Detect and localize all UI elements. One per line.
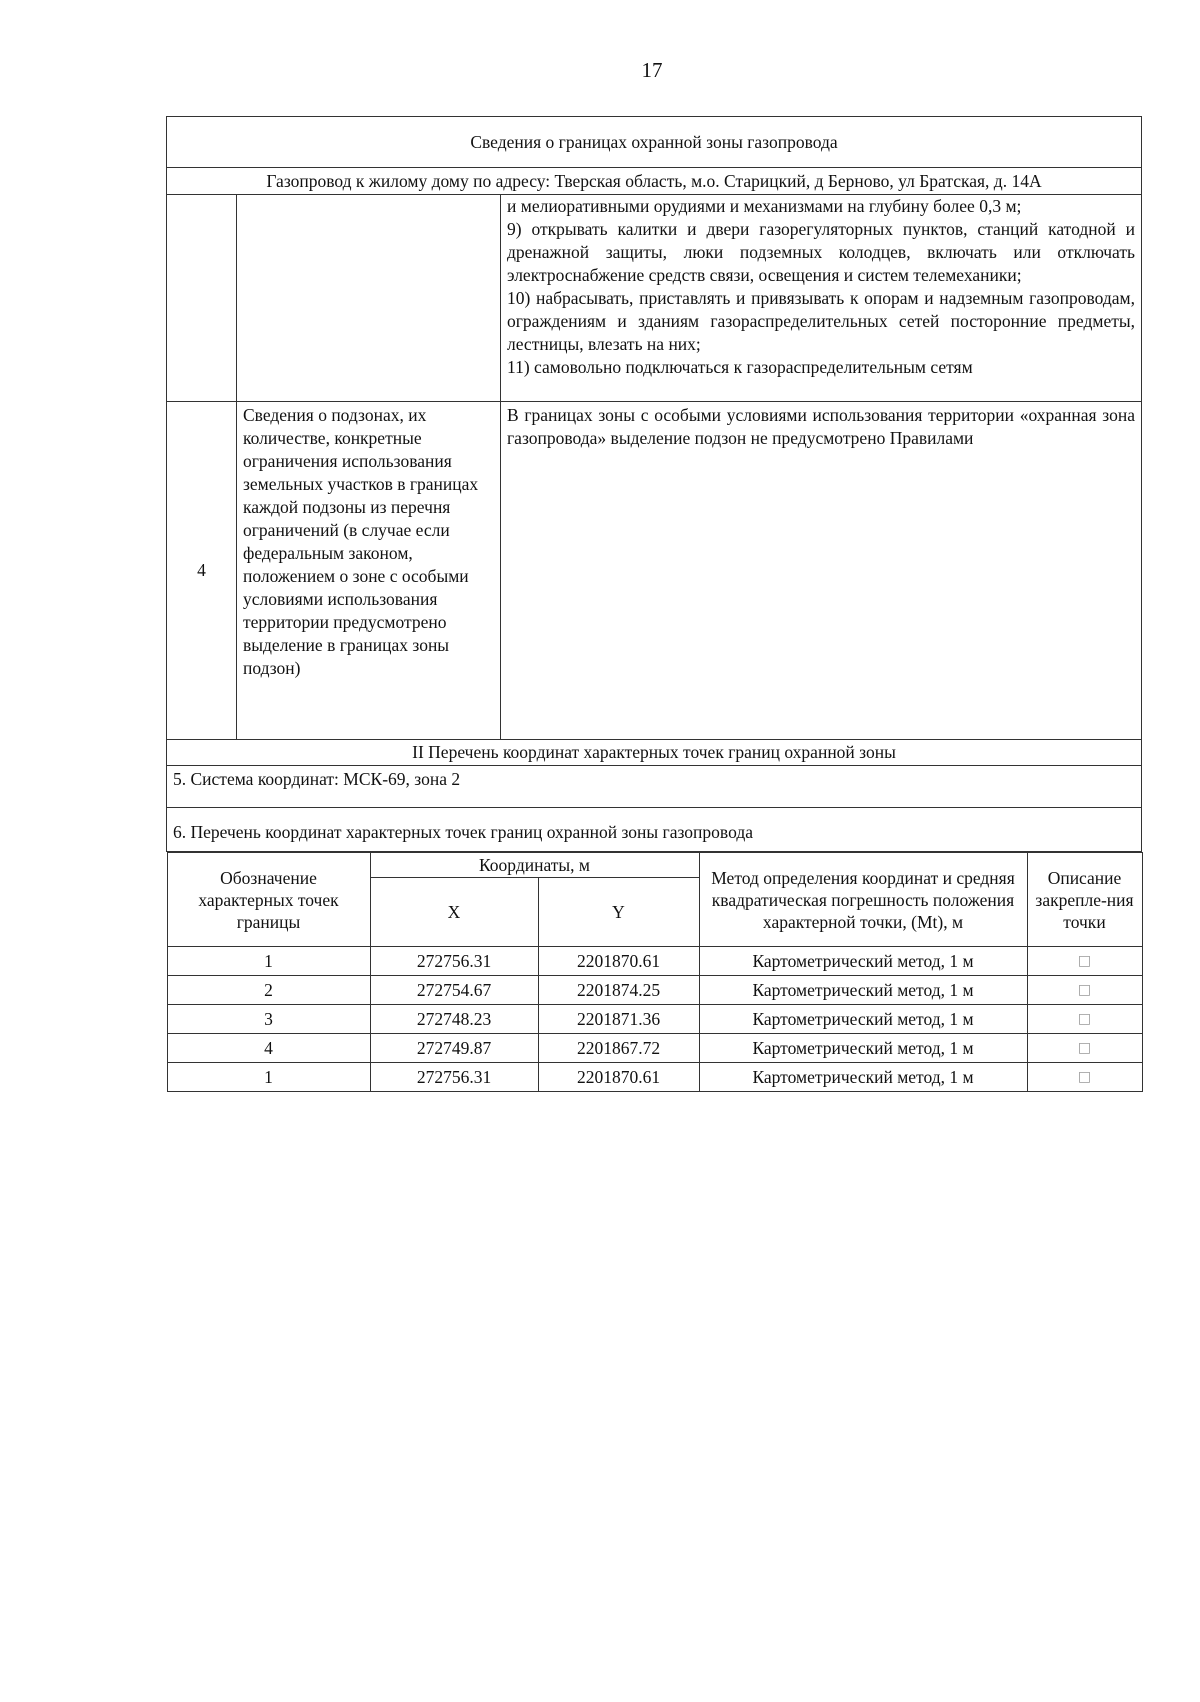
empty-label-cell — [237, 195, 501, 402]
header-x: X — [370, 878, 538, 947]
restrictions-cell — [501, 195, 1142, 402]
header-coordinates: Координаты, м — [370, 853, 699, 878]
cell-y: 2201871.36 — [538, 1005, 699, 1034]
cell-x: 272748.23 — [370, 1005, 538, 1034]
header-point: Обозначение характерных точек границы — [167, 853, 370, 947]
cell-point: 1 — [167, 947, 370, 976]
coordinates-list-title: 6. Перечень координат характерных точек границ охранной зоны газопровода — [167, 808, 1142, 852]
cell-point: 1 — [167, 1063, 370, 1092]
coordinate-system: 5. Система координат: МСК-69, зона 2 — [167, 766, 1142, 808]
restriction-item: 9) открывать калитки и двери газорегуляторных пунктов, станций катодной и дренажной защиты, люки подземных колодцев, включать или отключать электроснабжение средств связи, освещения и систем телемеханики; — [507, 219, 1135, 285]
cell-y: 2201870.61 — [538, 947, 699, 976]
protection-zone-table — [166, 116, 1142, 1092]
cell-method: Картометрический метод, 1 м — [699, 1034, 1027, 1063]
section-title: II Перечень координат характерных точек границ охранной зоны — [167, 740, 1142, 766]
table-row — [167, 976, 1142, 1005]
object-address: Газопровод к жилому дому по адресу: Тверская область, м.о. Старицкий, д Берново, ул Братская, д. 14А — [167, 168, 1142, 195]
cell-x: 272754.67 — [370, 976, 538, 1005]
cell-x: 272756.31 — [370, 947, 538, 976]
cell-y: 2201870.61 — [538, 1063, 699, 1092]
subzones-row — [167, 402, 1142, 740]
table-row — [167, 947, 1142, 976]
cell-method: Картометрический метод, 1 м — [699, 976, 1027, 1005]
cell-method: Картометрический метод, 1 м — [699, 1063, 1027, 1092]
cell-x: 272756.31 — [370, 1063, 538, 1092]
page-number: 17 — [641, 58, 663, 82]
cell-point: 2 — [167, 976, 370, 1005]
header-method: Метод определения координат и средняя квадратическая погрешность положения характерной точки, (Мt), м — [699, 853, 1027, 947]
cell-point: 3 — [167, 1005, 370, 1034]
empty-number-cell — [167, 195, 237, 402]
subzones-label: Сведения о подзонах, их количестве, конкретные ограничения использования земельных участков в границах каждой подзоны из перечня ограничений (в случае если федеральным законом, положением о зоне с особыми условиями использования территории предусмотрено выделение в границах зоны подзон) — [237, 402, 501, 740]
coordinates-table — [167, 852, 1143, 1092]
cell-description: □ — [1027, 1005, 1142, 1034]
cell-description: □ — [1027, 1063, 1142, 1092]
row-number: 4 — [167, 402, 237, 740]
cell-method: Картометрический метод, 1 м — [699, 947, 1027, 976]
subzones-value: В границах зоны с особыми условиями использования территории «охранная зона газопровода» выделение подзон не предусмотрено Правилами — [501, 402, 1142, 740]
cell-y: 2201874.25 — [538, 976, 699, 1005]
table-row — [167, 1005, 1142, 1034]
table-title: Сведения о границах охранной зоны газопровода — [167, 117, 1142, 168]
table-row — [167, 1034, 1142, 1063]
cell-point: 4 — [167, 1034, 370, 1063]
header-y: Y — [538, 878, 699, 947]
cell-y: 2201867.72 — [538, 1034, 699, 1063]
cell-description: □ — [1027, 1034, 1142, 1063]
cell-description: □ — [1027, 947, 1142, 976]
restriction-item: 11) самовольно подключаться к газораспределительным сетям — [507, 357, 973, 377]
restriction-item: и мелиоративными орудиями и механизмами на глубину более 0,3 м; — [507, 196, 1022, 216]
restriction-item: 10) набрасывать, приставлять и привязывать к опорам и надземным газопроводам, ограждениям и зданиям газораспределительных сетей посторонние предметы, лестницы, влезать на них; — [507, 288, 1135, 354]
table-row — [167, 1063, 1142, 1092]
cell-description: □ — [1027, 976, 1142, 1005]
cell-method: Картометрический метод, 1 м — [699, 1005, 1027, 1034]
cell-x: 272749.87 — [370, 1034, 538, 1063]
header-description: Описание закрепле-ния точки — [1027, 853, 1142, 947]
restrictions-row — [167, 195, 1142, 402]
